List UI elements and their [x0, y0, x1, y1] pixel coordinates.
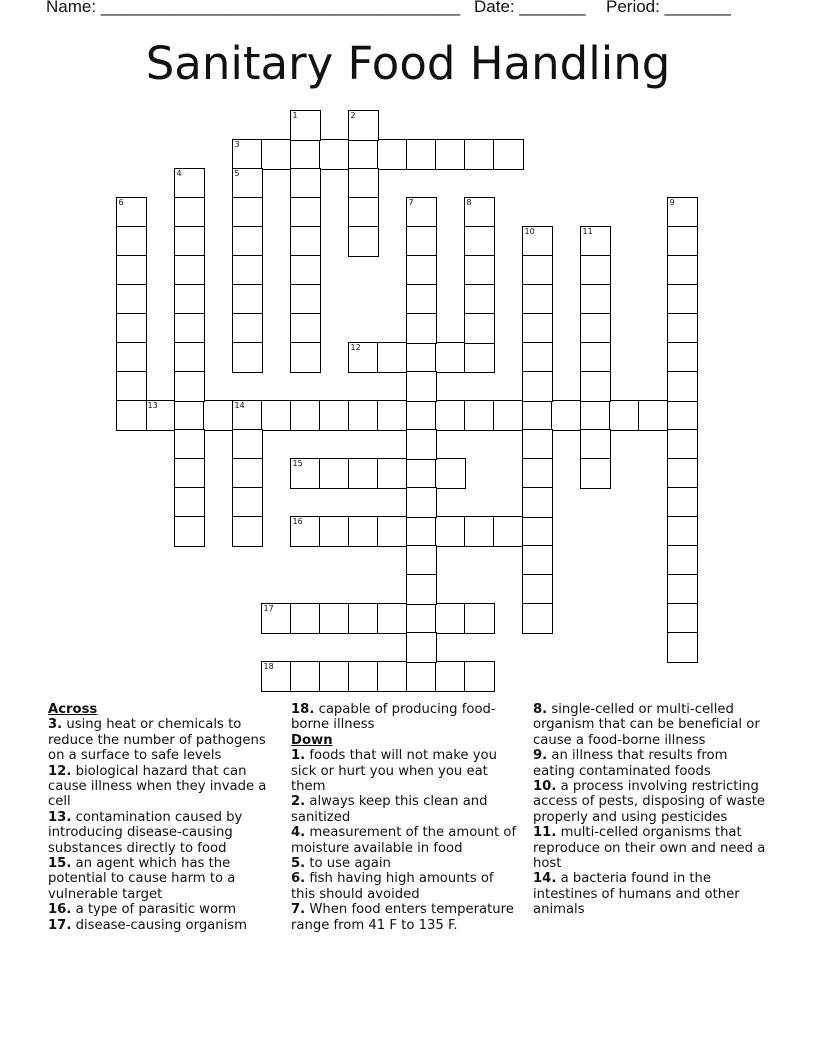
- grid-cell[interactable]: [435, 400, 466, 431]
- grid-cell[interactable]: [319, 603, 350, 634]
- grid-cell[interactable]: [522, 545, 553, 576]
- grid-cell[interactable]: [348, 168, 379, 199]
- grid-cell[interactable]: [290, 226, 321, 257]
- clue-number-label: 1.: [291, 748, 306, 764]
- grid-cell[interactable]: [174, 313, 205, 344]
- clue-number-label: 8.: [533, 702, 548, 717]
- grid-cell[interactable]: [609, 400, 640, 431]
- grid-cell[interactable]: [319, 458, 350, 489]
- grid-cell[interactable]: [522, 400, 553, 431]
- grid-cell[interactable]: [406, 603, 437, 634]
- grid-cell[interactable]: [406, 661, 437, 692]
- grid-cell[interactable]: [174, 342, 205, 373]
- name-field[interactable]: Name: ______________________________________: [46, 0, 461, 16]
- clue-text: single-celled or multi-celled organism that can be beneficial or cause a food-borne illness: [533, 702, 760, 748]
- grid-cell[interactable]: [435, 139, 466, 170]
- grid-cell[interactable]: [493, 516, 524, 547]
- clue-text: an agent which has the potential to cause harm to a vulnerable target: [48, 856, 236, 902]
- grid-cell[interactable]: [174, 429, 205, 460]
- grid-cell[interactable]: [406, 516, 437, 547]
- grid-cell[interactable]: [348, 458, 379, 489]
- across-clue: [48, 717, 280, 763]
- clue-column-3: [533, 702, 773, 918]
- grid-cell[interactable]: [580, 342, 611, 373]
- clue-number: 18: [263, 661, 274, 671]
- across-clue: [291, 702, 519, 733]
- clue-number: 10: [524, 226, 535, 236]
- grid-cell[interactable]: [232, 226, 263, 257]
- grid-cell[interactable]: [290, 661, 321, 692]
- grid-cell[interactable]: [522, 255, 553, 286]
- down-clue: [533, 702, 773, 748]
- grid-cell[interactable]: [232, 255, 263, 286]
- grid-cell[interactable]: [232, 400, 263, 431]
- across-clue: [48, 902, 280, 917]
- grid-cell[interactable]: [261, 139, 292, 170]
- grid-cell[interactable]: [232, 516, 263, 547]
- grid-cell[interactable]: [667, 226, 698, 257]
- grid-cell[interactable]: [667, 400, 698, 431]
- grid-cell[interactable]: [435, 342, 466, 373]
- clue-number-label: 13.: [48, 809, 72, 825]
- clue-number: 11: [582, 226, 593, 236]
- grid-cell[interactable]: [116, 342, 147, 373]
- grid-cell[interactable]: [667, 545, 698, 576]
- page-title: Sanitary Food Handling: [145, 37, 671, 90]
- grid-cell[interactable]: [522, 487, 553, 518]
- clue-number-label: 9.: [533, 748, 548, 764]
- clue-number-label: 2.: [291, 794, 306, 810]
- grid-cell[interactable]: [522, 284, 553, 315]
- grid-cell[interactable]: [522, 342, 553, 373]
- across-clue: [48, 918, 280, 933]
- grid-cell[interactable]: [464, 516, 495, 547]
- grid-cell[interactable]: [174, 197, 205, 228]
- grid-cell[interactable]: [377, 342, 408, 373]
- grid-cell[interactable]: [667, 632, 698, 663]
- grid-cell[interactable]: [580, 226, 611, 257]
- down-clue: [533, 779, 773, 825]
- grid-cell[interactable]: [232, 429, 263, 460]
- across-heading: Across: [48, 702, 98, 717]
- grid-cell[interactable]: [348, 139, 379, 170]
- grid-cell[interactable]: [406, 400, 437, 431]
- clue-number: 8: [466, 197, 472, 207]
- clue-number: 3: [234, 139, 240, 149]
- grid-cell[interactable]: [232, 197, 263, 228]
- down-clue: [291, 825, 519, 856]
- grid-cell[interactable]: [638, 400, 669, 431]
- grid-cell[interactable]: [580, 429, 611, 460]
- grid-cell[interactable]: [464, 661, 495, 692]
- grid-cell[interactable]: [580, 458, 611, 489]
- grid-cell[interactable]: [406, 255, 437, 286]
- grid-cell[interactable]: [667, 197, 698, 228]
- clue-number-label: 17.: [48, 917, 72, 933]
- grid-cell[interactable]: [290, 139, 321, 170]
- grid-cell[interactable]: [377, 400, 408, 431]
- grid-cell[interactable]: [203, 400, 234, 431]
- clue-text: an illness that results from eating contaminated foods: [533, 748, 728, 779]
- grid-cell[interactable]: [261, 603, 292, 634]
- clue-text: foods that will not make you sick or hurt you when you eat them: [291, 748, 497, 795]
- clue-number-label: 12.: [48, 763, 72, 779]
- grid-cell[interactable]: [667, 458, 698, 489]
- grid-cell[interactable]: [406, 342, 437, 373]
- grid-cell[interactable]: [435, 661, 466, 692]
- clue-number: 5: [234, 168, 240, 178]
- clue-column-2: [291, 702, 519, 933]
- clue-number: 16: [292, 516, 303, 526]
- grid-cell[interactable]: [667, 487, 698, 518]
- grid-cell[interactable]: [319, 400, 350, 431]
- grid-cell[interactable]: [116, 226, 147, 257]
- grid-cell[interactable]: [319, 139, 350, 170]
- clue-text: using heat or chemicals to reduce the number of pathogens on a surface to safe levels: [48, 717, 266, 764]
- grid-cell[interactable]: [551, 400, 582, 431]
- grid-cell[interactable]: [406, 545, 437, 576]
- grid-cell[interactable]: [174, 168, 205, 199]
- across-clue: [48, 856, 280, 902]
- grid-cell[interactable]: [116, 313, 147, 344]
- grid-cell[interactable]: [580, 313, 611, 344]
- grid-cell[interactable]: [290, 255, 321, 286]
- grid-cell[interactable]: [580, 284, 611, 315]
- grid-cell[interactable]: [667, 342, 698, 373]
- grid-cell[interactable]: [406, 284, 437, 315]
- grid-cell[interactable]: [290, 342, 321, 373]
- grid-cell[interactable]: [406, 429, 437, 460]
- grid-cell[interactable]: [667, 371, 698, 402]
- clue-text: a process involving restricting access of pests, disposing of waste properly and using pesticides: [533, 779, 766, 825]
- grid-cell[interactable]: [232, 487, 263, 518]
- grid-cell[interactable]: [348, 516, 379, 547]
- grid-cell[interactable]: [522, 429, 553, 460]
- grid-cell[interactable]: [464, 284, 495, 315]
- clue-column-1: [48, 702, 280, 933]
- grid-cell[interactable]: [464, 255, 495, 286]
- grid-cell[interactable]: [319, 516, 350, 547]
- grid-cell[interactable]: [580, 255, 611, 286]
- grid-cell[interactable]: [261, 661, 292, 692]
- grid-cell[interactable]: [522, 603, 553, 634]
- clue-number-label: 6.: [291, 871, 306, 887]
- clue-text: multi-celled organisms that reproduce on their own and need a host: [533, 825, 766, 872]
- grid-cell[interactable]: [377, 661, 408, 692]
- grid-cell[interactable]: [116, 400, 147, 431]
- clue-text: to use again: [305, 856, 391, 872]
- clue-number: 1: [292, 110, 298, 120]
- grid-cell[interactable]: [116, 255, 147, 286]
- grid-cell[interactable]: [435, 458, 466, 489]
- grid-cell[interactable]: [406, 197, 437, 228]
- grid-cell[interactable]: [348, 342, 379, 373]
- grid-cell[interactable]: [377, 139, 408, 170]
- grid-cell[interactable]: [522, 313, 553, 344]
- grid-cell[interactable]: [290, 313, 321, 344]
- grid-cell[interactable]: [667, 255, 698, 286]
- across-clue: [48, 764, 280, 810]
- grid-cell[interactable]: [174, 400, 205, 431]
- down-clue: [533, 871, 773, 917]
- grid-cell[interactable]: [232, 139, 263, 170]
- clue-number-label: 14.: [533, 871, 557, 887]
- clue-number-label: 18.: [291, 702, 315, 717]
- grid-cell[interactable]: [290, 197, 321, 228]
- grid-cell[interactable]: [174, 284, 205, 315]
- clue-text: measurement of the amount of moisture available in food: [291, 825, 517, 856]
- down-clue: [291, 794, 519, 825]
- grid-cell[interactable]: [319, 661, 350, 692]
- clue-text: capable of producing food-borne illness: [291, 702, 496, 733]
- clue-number-label: 10.: [533, 779, 557, 795]
- grid-cell[interactable]: [232, 342, 263, 373]
- grid-cell[interactable]: [406, 574, 437, 605]
- grid-cell[interactable]: [261, 400, 292, 431]
- grid-cell[interactable]: [464, 342, 495, 373]
- grid-cell[interactable]: [290, 168, 321, 199]
- grid-cell[interactable]: [290, 516, 321, 547]
- grid-cell[interactable]: [522, 226, 553, 257]
- grid-cell[interactable]: [174, 516, 205, 547]
- grid-cell[interactable]: [348, 197, 379, 228]
- across-clue: [48, 810, 280, 856]
- clue-number: 9: [669, 197, 675, 207]
- clue-number-label: 3.: [48, 717, 63, 733]
- grid-cell[interactable]: [406, 313, 437, 344]
- grid-cell[interactable]: [145, 400, 176, 431]
- clue-number-label: 15.: [48, 856, 72, 872]
- down-clue: [533, 748, 773, 779]
- clue-number: 13: [147, 400, 158, 410]
- grid-cell[interactable]: [377, 603, 408, 634]
- grid-cell[interactable]: [464, 400, 495, 431]
- grid-cell[interactable]: [116, 371, 147, 402]
- grid-cell[interactable]: [522, 458, 553, 489]
- grid-cell[interactable]: [290, 400, 321, 431]
- clue-text: disease-causing organism: [71, 917, 248, 933]
- grid-cell[interactable]: [464, 603, 495, 634]
- down-clue: [533, 825, 773, 871]
- grid-cell[interactable]: [667, 429, 698, 460]
- down-clue: [291, 902, 519, 933]
- down-clue: [291, 871, 519, 902]
- down-heading: Down: [291, 732, 333, 748]
- grid-cell[interactable]: [667, 516, 698, 547]
- grid-cell[interactable]: [667, 284, 698, 315]
- date-field[interactable]: Date: _______: [474, 0, 586, 16]
- clue-text: When food enters temperature range from 41 F to 135 F.: [291, 902, 514, 933]
- grid-cell[interactable]: [406, 139, 437, 170]
- clue-number-label: 11.: [533, 825, 557, 841]
- grid-cell[interactable]: [667, 603, 698, 634]
- clue-number: 6: [118, 197, 124, 207]
- grid-cell[interactable]: [667, 313, 698, 344]
- clue-number: 12: [350, 342, 361, 352]
- grid-cell[interactable]: [232, 284, 263, 315]
- clue-number: 15: [292, 458, 303, 468]
- grid-cell[interactable]: [580, 400, 611, 431]
- grid-cell[interactable]: [406, 371, 437, 402]
- grid-cell[interactable]: [406, 632, 437, 663]
- grid-cell[interactable]: [464, 226, 495, 257]
- clue-number-label: 16.: [48, 902, 72, 918]
- clue-text: a bacteria found in the intestines of humans and other animals: [533, 871, 740, 918]
- grid-cell[interactable]: [522, 371, 553, 402]
- grid-cell[interactable]: [232, 313, 263, 344]
- grid-cell[interactable]: [174, 371, 205, 402]
- clue-text: biological hazard that can cause illness when they invade a cell: [48, 763, 267, 810]
- grid-cell[interactable]: [377, 516, 408, 547]
- grid-cell[interactable]: [174, 226, 205, 257]
- clue-number: 14: [234, 400, 245, 410]
- grid-cell[interactable]: [406, 226, 437, 257]
- grid-cell[interactable]: [435, 603, 466, 634]
- grid-cell[interactable]: [232, 458, 263, 489]
- grid-cell[interactable]: [406, 458, 437, 489]
- grid-cell[interactable]: [522, 574, 553, 605]
- grid-cell[interactable]: [667, 574, 698, 605]
- grid-cell[interactable]: [348, 400, 379, 431]
- grid-cell[interactable]: [406, 487, 437, 518]
- grid-cell[interactable]: [232, 168, 263, 199]
- grid-cell[interactable]: [174, 255, 205, 286]
- clue-number: 7: [408, 197, 414, 207]
- grid-cell[interactable]: [464, 197, 495, 228]
- grid-cell[interactable]: [377, 458, 408, 489]
- grid-cell[interactable]: [290, 458, 321, 489]
- grid-cell[interactable]: [290, 110, 321, 141]
- grid-cell[interactable]: [348, 110, 379, 141]
- grid-cell[interactable]: [290, 284, 321, 315]
- down-clue: [291, 748, 519, 794]
- grid-cell[interactable]: [348, 226, 379, 257]
- clue-number: 2: [350, 110, 356, 120]
- clue-number: 4: [176, 168, 182, 178]
- grid-cell[interactable]: [348, 661, 379, 692]
- clue-number-label: 4.: [291, 825, 306, 841]
- grid-cell[interactable]: [464, 313, 495, 344]
- clue-text: fish having high amounts of this should avoided: [291, 871, 494, 902]
- down-clue: [291, 856, 519, 871]
- clue-text: always keep this clean and sanitized: [291, 794, 488, 825]
- clue-number-label: 7.: [291, 902, 306, 918]
- grid-cell[interactable]: [348, 603, 379, 634]
- grid-cell[interactable]: [174, 458, 205, 489]
- clue-text: contamination caused by introducing disease-causing substances directly to food: [48, 809, 243, 856]
- grid-cell[interactable]: [493, 400, 524, 431]
- clue-number-label: 5.: [291, 856, 306, 872]
- grid-cell[interactable]: [580, 371, 611, 402]
- grid-cell[interactable]: [290, 603, 321, 634]
- grid-cell[interactable]: [174, 487, 205, 518]
- grid-cell[interactable]: [116, 197, 147, 228]
- grid-cell[interactable]: [522, 516, 553, 547]
- grid-cell[interactable]: [116, 284, 147, 315]
- period-field[interactable]: Period: _______: [606, 0, 731, 16]
- clue-number: 17: [263, 603, 274, 613]
- clue-text: a type of parasitic worm: [71, 902, 237, 918]
- grid-cell[interactable]: [493, 139, 524, 170]
- grid-cell[interactable]: [464, 139, 495, 170]
- grid-cell[interactable]: [435, 516, 466, 547]
